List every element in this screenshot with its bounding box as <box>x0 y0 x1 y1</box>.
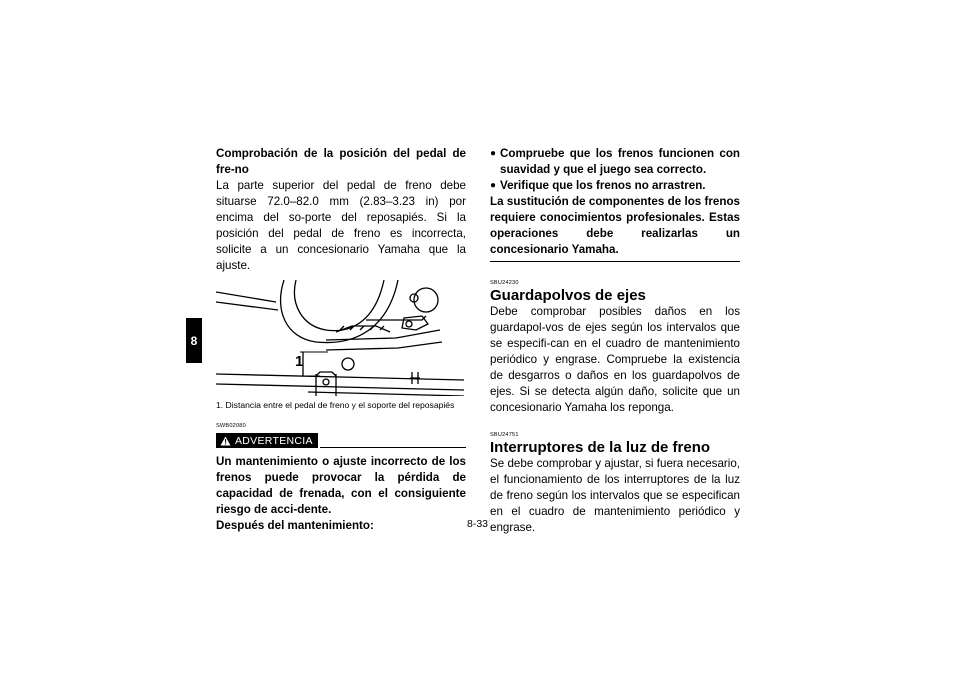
section-code: SBU24751 <box>490 432 519 438</box>
bullet-icon: ● <box>490 148 497 159</box>
warning-label: ADVERTENCIA <box>235 434 313 447</box>
warning-rule <box>320 447 466 448</box>
section-axle-boots <box>490 280 740 416</box>
section-title: Interruptores de la luz de freno <box>490 439 711 456</box>
after-maintenance-heading: Después del mantenimiento: <box>216 519 374 532</box>
brake-pedal-body: La parte superior del pedal de freno debe situarse 72.0–82.0 mm (2.83–3.23 in) por encima del so-porte del reposapiés. Si la posición del pedal de freno es incorrecta, solicite a un concesionario Yamaha que la ajuste. <box>216 179 466 272</box>
warning-badge <box>216 433 318 448</box>
warning-note: La sustitución de componentes de los frenos requiere conocimientos profesionales. Estas operaciones debe realizarlas un concesionario Yamaha. <box>490 195 740 256</box>
warning-triangle-icon <box>220 436 231 446</box>
figure-caption: 1. Distancia entre el pedal de freno y el soporte del reposapiés <box>216 400 455 410</box>
bullet-icon: ● <box>490 180 497 191</box>
warning-text: Un mantenimiento o ajuste incorrecto de los frenos puede provocar la pérdida de capacidad de frenada, con el consiguiente riesgo de acci-dente. <box>216 455 466 516</box>
right-column <box>490 146 740 536</box>
brake-pedal-illustration <box>216 280 464 396</box>
page-number: 8-33 <box>467 518 489 530</box>
warning-code: SWB02080 <box>216 423 246 429</box>
bullet-item <box>490 146 740 178</box>
brake-pedal-heading: Comprobación de la posición del pedal de fre-no <box>216 147 466 176</box>
section-brake-light-switches <box>490 432 740 536</box>
bullet-item <box>490 178 740 194</box>
section-code: SBU24230 <box>490 280 519 286</box>
bullet-text: Compruebe que los frenos funcionen con suavidad y que el juego sea correcto. <box>500 147 740 176</box>
bullet-text: Verifique que los frenos no arrastren. <box>500 179 706 192</box>
chapter-tab: 8 <box>186 318 202 363</box>
section-body: Se debe comprobar y ajustar, si fuera necesario, el funcionamiento de los interruptores de la luz de freno según los intervalos que se especifican en el cuadro de mantenimiento periódico y engrase. <box>490 457 740 534</box>
warning-end-rule <box>490 261 740 262</box>
left-column <box>216 146 466 534</box>
section-title: Guardapolvos de ejes <box>490 287 646 304</box>
figure-callout: 1 <box>295 353 304 370</box>
brake-pedal-drawing <box>216 280 464 396</box>
section-body: Debe comprobar posibles daños en los guardapol-vos de ejes según los intervalos que se especifi-can en el cuadro de mantenimiento periódico y engrase. Compruebe la existencia de desgarros o daños en los guardapolvos de ejes. Si se detecta algún daño, solicite que un concesionario Yamaha los reponga. <box>490 305 740 414</box>
